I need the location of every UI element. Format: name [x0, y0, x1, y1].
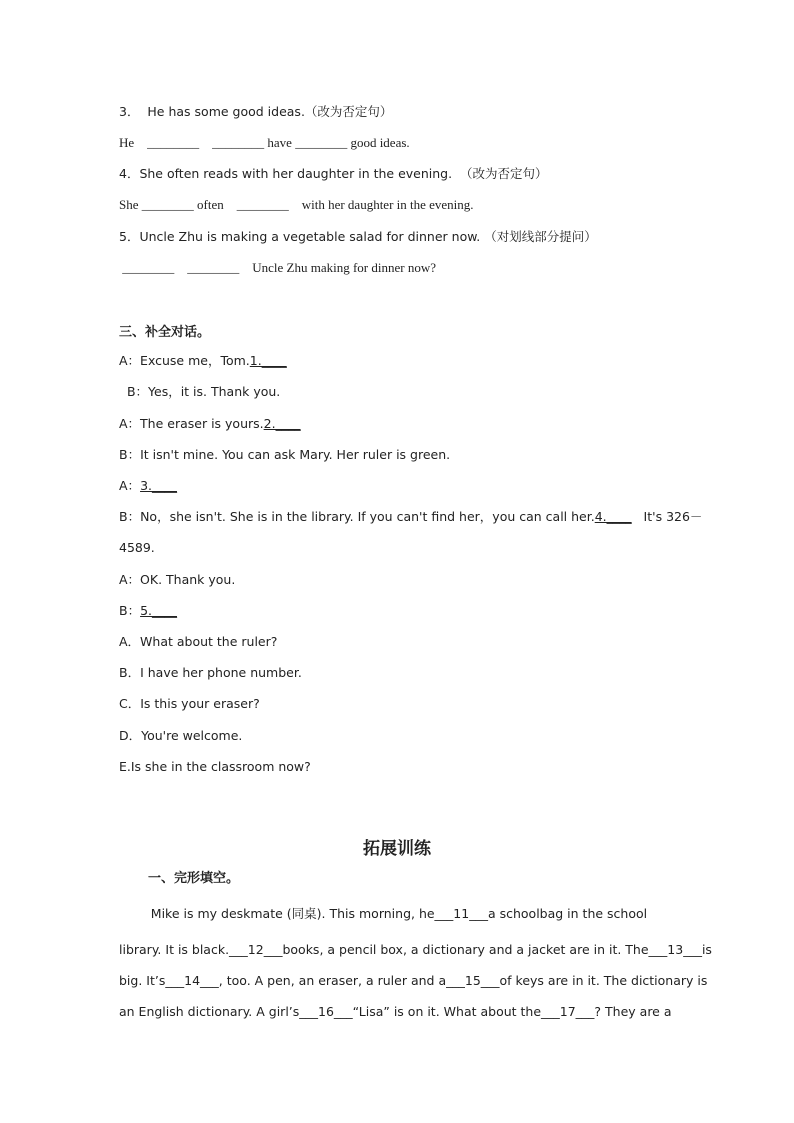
option-e: E.Is she in the classroom now?: [119, 759, 311, 774]
cloze-heading: 一、完形填空。: [148, 871, 240, 886]
cloze-line: library. It is black.___12___books, a pencil box, a dictionary and a jacket are in it. The___13___is: [119, 942, 712, 957]
q5: 5．Uncle Zhu is making a vegetable salad for dinner now. （对划线部分提问）: [119, 229, 597, 244]
dialog-line: B：It isn't mine. You can ask Mary. Her ruler is green.: [119, 447, 451, 462]
dialog-line: B：5.____: [119, 603, 178, 618]
section-3-heading: 三、补全对话。: [119, 325, 211, 340]
dialog-line: B：Yes，it is. Thank you.: [119, 384, 281, 399]
dialog-line: A：Excuse me，Tom.1.____: [119, 353, 287, 368]
dialog-line: B：No，she isn't. She is in the library. If you can't find her，you can call her.4.____ It's 326－: [119, 509, 703, 524]
extension-title: 拓展训练: [363, 839, 431, 859]
dialog-line: 4589.: [119, 540, 155, 555]
q3: 3． He has some good ideas.（改为否定句）: [119, 104, 393, 119]
option-c: C．Is this your eraser?: [119, 696, 260, 711]
cloze-line: Mike is my deskmate (同桌). This morning, he___11___a schoolbag in the school: [119, 906, 648, 921]
option-d: D．You're welcome.: [119, 728, 243, 743]
q4-answer: She ________ often ________ with her daughter in the evening.: [119, 197, 474, 212]
q5-answer: ________ ________ Uncle Zhu making for dinner now?: [119, 260, 437, 275]
dialog-line: A：3.____: [119, 478, 177, 493]
cloze-line: an English dictionary. A girl’s___16___“Lisa” is on it. What about the___17___? They are a: [119, 1004, 672, 1019]
q3-answer: He ________ ________ have ________ good ideas.: [119, 135, 410, 150]
dialog-line: A：The eraser is yours.2.____: [119, 416, 301, 431]
option-b: B．I have her phone number.: [119, 665, 302, 680]
q4: 4．She often reads with her daughter in the evening. （改为否定句）: [119, 166, 548, 181]
cloze-line: big. It’s___14___, too. A pen, an eraser, a ruler and a___15___of keys are in it. The dictionary is: [119, 973, 708, 988]
dialog-line: A：OK. Thank you.: [119, 572, 236, 587]
option-a: A．What about the ruler?: [119, 634, 278, 649]
